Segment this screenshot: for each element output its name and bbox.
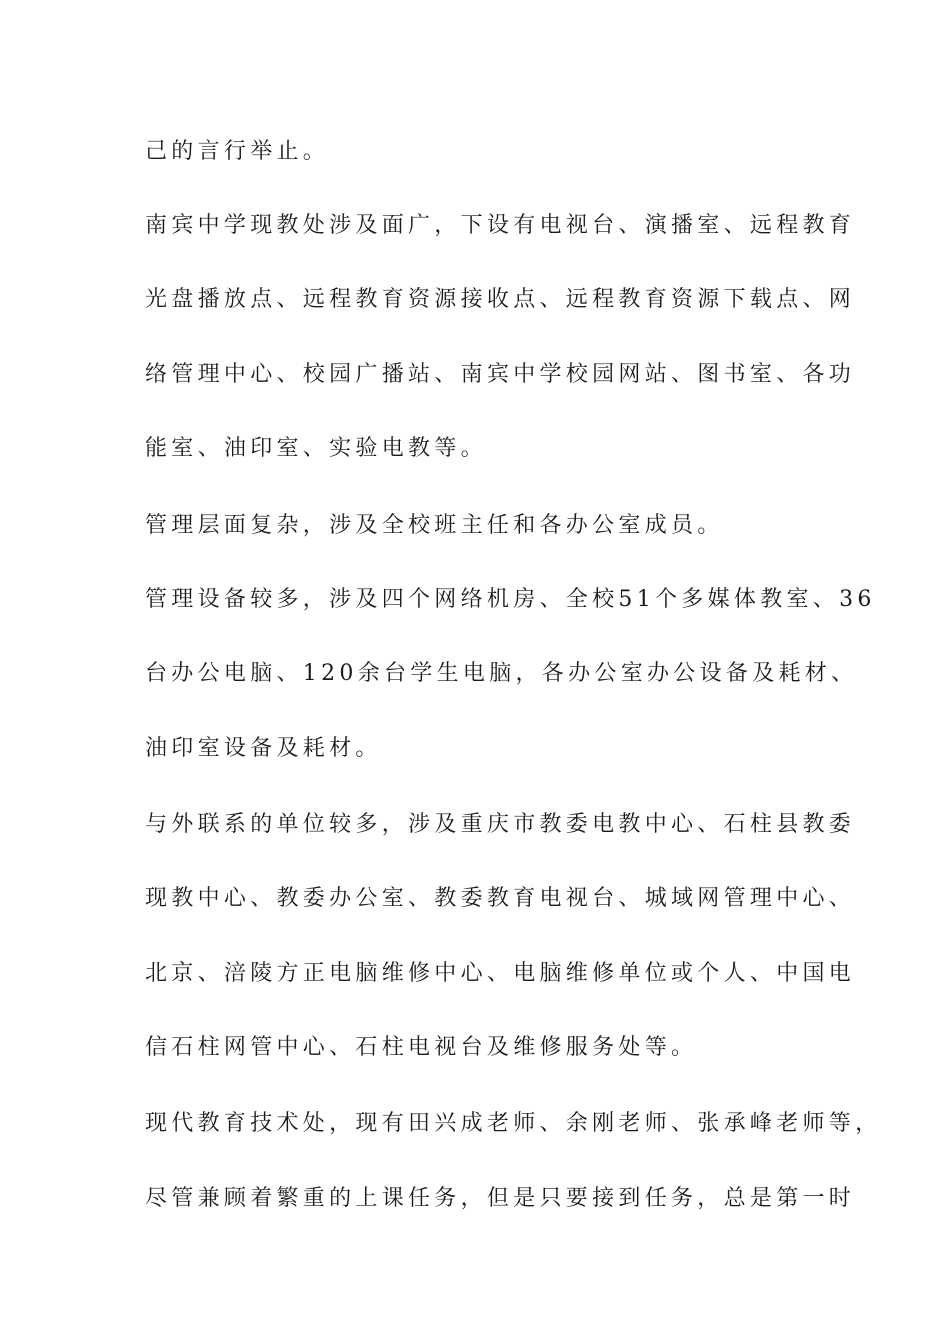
text-line-9: 油印室设备及耗材。 <box>145 736 382 761</box>
text-line-10: 与外联系的单位较多，涉及重庆市教委电教中心、石柱县教委 <box>145 812 856 837</box>
text-line-3: 光盘播放点、远程教育资源接收点、远程教育资源下载点、网 <box>145 287 856 312</box>
text-line-1: 己的言行举止。 <box>145 139 330 164</box>
text-line-6: 管理层面复杂，涉及全校班主任和各办公室成员。 <box>145 513 724 538</box>
text-line-7: 管理设备较多，涉及四个网络机房、全校51个多媒体教室、36 <box>145 587 876 612</box>
text-line-11: 现教中心、教委办公室、教委教育电视台、城域网管理中心、 <box>145 886 856 911</box>
text-line-14: 现代教育技术处，现有田兴成老师、余刚老师、张承峰老师等， <box>145 1111 882 1136</box>
text-line-5: 能室、油印室、实验电教等。 <box>145 436 487 461</box>
text-line-12: 北京、涪陵方正电脑维修中心、电脑维修单位或个人、中国电 <box>145 961 856 986</box>
text-line-4: 络管理中心、校园广播站、南宾中学校园网站、图书室、各功 <box>145 362 856 387</box>
text-line-15: 尽管兼顾着繁重的上课任务，但是只要接到任务，总是第一时 <box>145 1186 856 1211</box>
text-line-13: 信石柱网管中心、石柱电视台及维修服务处等。 <box>145 1035 698 1060</box>
text-line-8: 台办公电脑、120余台学生电脑，各办公室办公设备及耗材、 <box>145 661 858 686</box>
text-line-2: 南宾中学现教处涉及面广，下设有电视台、演播室、远程教育 <box>145 213 856 238</box>
